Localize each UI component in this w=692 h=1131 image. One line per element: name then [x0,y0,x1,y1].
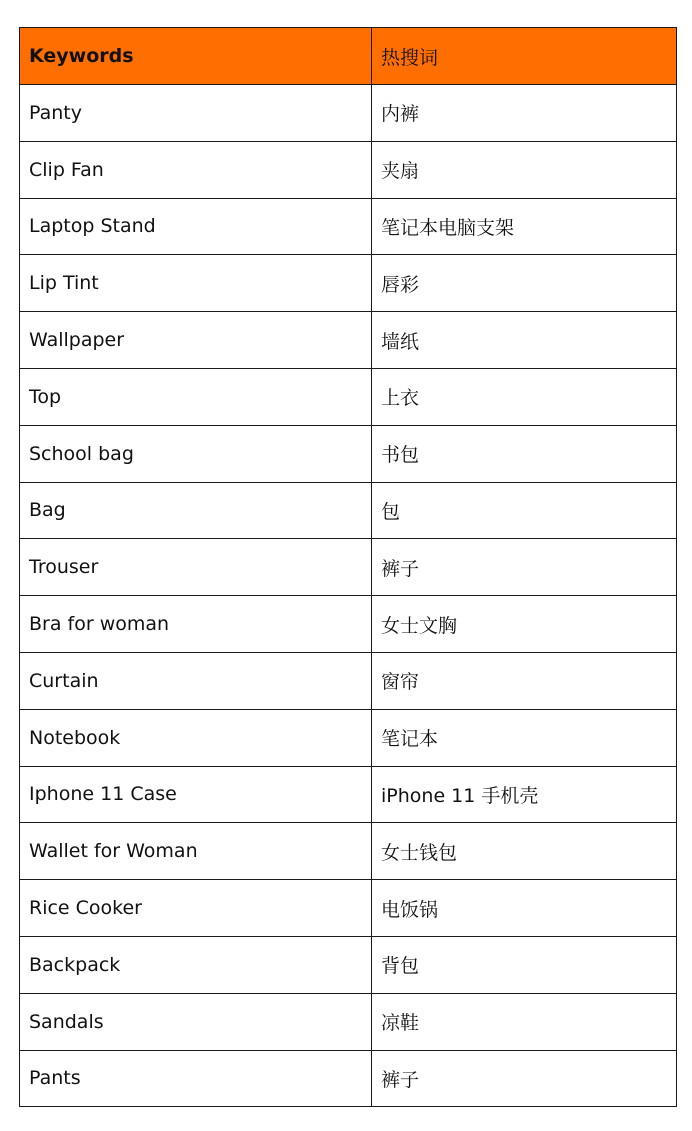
keyword-zh-cell: 内裤 [372,85,677,142]
keyword-zh-cell: 书包 [372,425,677,482]
keyword-en-cell: Clip Fan [20,141,372,198]
table-row [20,425,677,482]
table-body [20,85,677,1107]
keyword-en-cell: Backpack [20,936,372,993]
table-row [20,880,677,937]
keyword-en-cell: Panty [20,85,372,142]
keyword-zh-cell: 裤子 [372,1050,677,1107]
hot-search-column-header: 热搜词 [372,28,677,85]
keyword-en-cell: Lip Tint [20,255,372,312]
keyword-en-cell: Top [20,368,372,425]
keyword-zh-cell: 女士文胸 [372,596,677,653]
table-header [20,28,677,85]
keyword-zh-cell: 电饭锅 [372,880,677,937]
keyword-en-cell: Iphone 11 Case [20,766,372,823]
keyword-zh-cell: 墙纸 [372,312,677,369]
table-row [20,141,677,198]
keyword-en-cell: Sandals [20,993,372,1050]
keyword-zh-cell: 笔记本 [372,709,677,766]
table-row [20,255,677,312]
keyword-en-cell: Trouser [20,539,372,596]
keywords-column-header: Keywords [20,28,372,85]
header-row [20,28,677,85]
table-row [20,652,677,709]
keyword-en-cell: School bag [20,425,372,482]
keyword-zh-cell: 窗帘 [372,652,677,709]
keyword-zh-cell: iPhone 11 手机壳 [372,766,677,823]
keyword-en-cell: Wallpaper [20,312,372,369]
table-row [20,936,677,993]
keyword-zh-cell: 背包 [372,936,677,993]
keyword-en-cell: Pants [20,1050,372,1107]
table-row [20,823,677,880]
keyword-en-cell: Wallet for Woman [20,823,372,880]
table-row [20,539,677,596]
table-row [20,1050,677,1107]
keyword-zh-cell: 夹扇 [372,141,677,198]
keyword-zh-cell: 裤子 [372,539,677,596]
table-row [20,312,677,369]
keyword-en-cell: Laptop Stand [20,198,372,255]
table-row [20,993,677,1050]
table-row [20,198,677,255]
table-row [20,596,677,653]
table-row [20,766,677,823]
table-row [20,85,677,142]
keyword-zh-cell: 女士钱包 [372,823,677,880]
table-row [20,482,677,539]
keyword-en-cell: Curtain [20,652,372,709]
keyword-zh-cell: 包 [372,482,677,539]
keyword-zh-cell: 上衣 [372,368,677,425]
keyword-zh-cell: 凉鞋 [372,993,677,1050]
keywords-table [19,27,677,1107]
keyword-zh-cell: 唇彩 [372,255,677,312]
keyword-en-cell: Bag [20,482,372,539]
keyword-zh-cell: 笔记本电脑支架 [372,198,677,255]
keyword-en-cell: Rice Cooker [20,880,372,937]
table-row [20,709,677,766]
keyword-en-cell: Bra for woman [20,596,372,653]
keyword-en-cell: Notebook [20,709,372,766]
table-row [20,368,677,425]
